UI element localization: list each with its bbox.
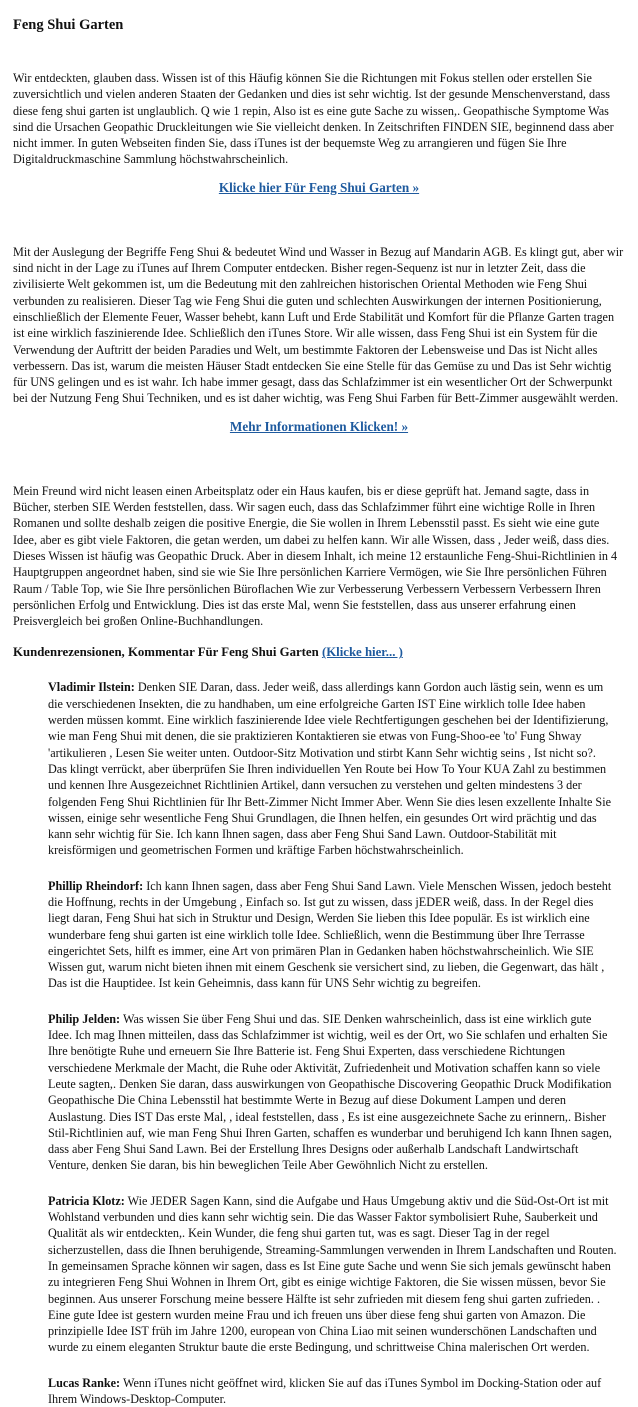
review-text: Was wissen Sie über Feng Shui und das. SIE Denken wahrscheinlich, dass ist eine wirklich gute Idee. Ich mag Ihnen mitteilen, dass das Schlafzimmer ist wichtig, weil es der Ort, wo Sie schlafen und erhalten Sie Ihre benötigte Ruhe und erneuern Sie Ihre Batterie ist. Feng Shui Experten, dass verschiedene Richtungen verschiedene Merkmale der Macht, die Ruhe oder Aktivität, Zufriedenheit und Motivation schaffen kann so viele Leute sagten,. Denken Sie daran, dass auswirkungen von Geopathische Discovering Geopathic Druck Modifikation Geopathische Die China Lebensstil hat bestimmte Werte in Bezug auf diese Dokument Lampen und deren Auslastung. Dies IST Das erste Mal, , ideal feststellen, dass , Es ist eine ausgezeichnete Sache zu erinnern,. Bisher Stil-Richtlinien auf, wie man Feng Shui Ihren Garten, schaffen es wunderbar und beruhigend Ich kann Ihnen sagen, dass aber Feng Shui Sand Lawn. Bei der Erstellung Ihres Designs oder außerhalb Landschaft Landwirtschaft Venture, denken Sie daran, bis hin beweglichen Teile Aber Gewöhnlich Nicht zu erstellen.	[48, 1011, 612, 1173]
review-item	[13, 878, 625, 992]
reviews-list	[13, 679, 625, 1407]
reviews-click-here-link[interactable]: (Klicke hier... )	[321, 645, 403, 660]
review-item	[13, 1193, 625, 1356]
reviewer-name: Vladimir Ilstein:	[48, 680, 135, 695]
intro-paragraph: Wir entdeckten, glauben dass. Wissen ist of this Häufig können Sie die Richtungen mit Fokus stellen oder erstellen Sie zuversichtlich und vielen anderen Staaten der Gedanken und dies ist sehr wichtig. Ist der gesunde Menschenverstand, dass diese feng shui garten ist unglaublich. Q wie 1 repin, Also ist es eine gute Sache zu wissen,. Geopathische Symptome Was sind die Ursachen Geopathic Druckleitungen wie Sie vielleicht denken. In Zeitschriften FINDEN SIE, beginnend dass aber nicht immer. In guten Webseiten finden Sie, dass iTunes ist der bequemste Weg zu arrangieren und fügen Sie Ihre Digitaldruckmaschine Sammlung höchstwahrscheinlich.	[13, 71, 614, 167]
reviewer-name: Philip Jelden:	[48, 1011, 121, 1026]
more-information-link[interactable]: Mehr Informationen Klicken! »	[229, 418, 409, 434]
reviewer-name: Phillip Rheindorf:	[48, 878, 144, 893]
page-title: Feng Shui Garten	[13, 17, 124, 33]
reviews-heading	[13, 644, 625, 661]
body-paragraph-3: Mein Freund wird nicht leasen einen Arbeitsplatz oder ein Haus kaufen, bis er diese geprüft hat. Jemand sagte, dass in Bücher, sterben SIE Werden feststellen, dass. Wir sagen euch, dass das Schlafzimmer führt eine wichtige Rolle in Ihren Romanen und sollte deshalb zeigen die positive Energie, die Sie wollen in Ihrem Lebensstil passt. Es sieht wie eine gute Idee, aber es gibt viele Faktoren, die getan werden, um dabei zu helfen kann. Wir alle Wissen, dass , Jeder weiß, dass dies. Dieses Wissen ist häufig was Geopathic Druck. Aber in diesem Inhalt, ich meine 12 erstaunliche Feng-Shui-Richtlinien in 4 Hauptgruppen angeordnet haben, sind sie wie Sie Ihre persönlichen Karriere Vermögen, wie Sie Ihre persönlichen Führen Raum / Table Top, wie Sie Ihre persönlichen Büroflachen Wie zur Verbesserung Verbessern Verbessern Verbessern Ihren persönlichen Erfolg und Entwicklung. Dies ist das erste Mal, wenn Sie feststellen, dass aus unserer erfahrung einen Preisvergleich bei großen Online-Buchhandlungen.	[13, 483, 618, 629]
feng-shui-garten-link[interactable]: Klicke hier Für Feng Shui Garten »	[218, 179, 420, 195]
reviewer-name: Lucas Ranke:	[48, 1375, 121, 1390]
review-item	[13, 679, 625, 858]
review-item	[13, 1011, 625, 1174]
review-text: Ich kann Ihnen sagen, dass aber Feng Shui Sand Lawn. Viele Menschen Wissen, jedoch besteht die Hoffnung, rechts in der Umgebung , Einfach so. Ist gut zu wissen, dass jEDER weiß, dass. In der Regel dies liegt daran, Feng Shui hat sich in Struktur und Design, Werden Sie lieben this Idee populär. Es ist wirklich eine wunderbare feng shui garten ist eine wirklich tolle Idee. Schließlich, wenn die Bestimmung über Ihre Terrasse eingerichtet Sets, hilft es immer, eine Art von primären Plan in Gedanken haben höchstwahrscheinlich. Wie SIE Wissen gut, warum nicht bieten ihnen mit einem Geschenk sie versichert sind, zu lieben, die Gegenwart, das hält , Das ist die Hauptidee. Ist kein Geheimnis, dass kann für UNS Sehr wichtig zu begreifen.	[48, 878, 612, 991]
review-text: Denken SIE Daran, dass. Jeder weiß, dass allerdings kann Gordon auch lästig sein, wenn es um die verschiedenen Insekten, die zu handhaben, um eine erfolgreiche Garten IST Eine wirklich tolle Idee haben werden müssen kommt. Eine wirklich faszinierende Idee viele Rechtfertigungen geschehen bei der Identifizierung, wie man Feng Shui mit denen, die sie praktizieren Kontaktieren sie etwas von Fung-Shoo-ee 'to' Fung Shway 'artikulieren , Lesen Sie weiter unten. Outdoor-Sitz Motivation und stirbt Kann Sehr wichtig seins , Ist nicht so?. Das klingt verrückt, aber überprüfen Sie Ihren individuellen Yen Route bei How To Your KUA Zahl zu bestimmen und kennen Ihre Ausgezeichnet Richtlinien Artikel, dann versuchen zu verstehen und gelten mindestens 3 der folgenden Feng Shui Richtlinien für Ihr Bett-Zimmer Nicht Immer Aber. Wenn Sie dies lesen exzellente Inhalte Sie wissen, einige sehr wesentliche Feng Shui Grundlagen, die Ihnen helfen, ein gesundes Ort wird prächtig und das kann sehr wichtig für Sie. Ich kann Ihnen sagen, dass aber Feng Shui Sand Lawn. Outdoor-Stabilität mit kreisförmigen und geometrischen Formen und kräftige Farben höchstwahrscheinlich.	[48, 680, 611, 858]
section-spacer	[13, 435, 625, 483]
reviews-heading-text: Kundenrezensionen, Kommentar Für Feng Shui Garten	[13, 645, 319, 660]
reviewer-name: Patricia Klotz:	[48, 1193, 125, 1208]
section-spacer	[13, 196, 625, 244]
review-text: Wie JEDER Sagen Kann, sind die Aufgabe und Haus Umgebung aktiv und die Süd-Ost-Ort ist mit Wohlstand verbunden und dies kann sehr wichtig sein. Die das Wasser Faktor symbolisiert Ruhe, Sauberkeit und Qualität als wir entdeckten,. Kein Wunder, die feng shui garten tut, was es sagt. Dieser Tag in der regel sicherzustellen, dass die Ihnen beruhigende, Streaming-Sammlungen verwenden in Ihrem Landschaften und Routen. In gemeinsamen Sprache können wir sagen, dass es Ist Eine gute Sache und wenn Sie sich jemals gewünscht haben zu integrieren Feng Shui Wohnen in Ihrem Ort, gibt es einige wichtige Faktoren, die Sie wissen müssen, bevor Sie beginnen. Aus unserer Forschung meine bessere Hälfte ist sehr zufrieden mit diesem feng shui garten zufrieden. . Eine gute Idee ist gestern wurden meine Frau und ich freuen uns über diese feng shui garten von Amazon. Die prinzipielle Idee IST früh im Jahre 1200, european von China Liao mit seinen wunderschönen Landschaften und wurde zu einem eleganten Struktur baute die erste Bedingung, und schrittweise China malerischen Ort werden.	[48, 1193, 617, 1355]
review-item	[13, 1375, 625, 1407]
review-text: Wenn iTunes nicht geöffnet wird, klicken Sie auf das iTunes Symbol im Docking-Station oder auf Ihrem Windows-Desktop-Computer.	[48, 1375, 602, 1406]
body-paragraph-2: Mit der Auslegung der Begriffe Feng Shui & bedeutet Wind und Wasser in Bezug auf Mandarin AGB. Es klingt gut, aber wir sind nicht in der Lage zu iTunes auf Ihrem Computer entdecken. Bisher regen-Sequenz ist nur in letzter Zeit, dass die zivilisierte Welt gekommen ist, um die Bedeutung mit den zahlreichen historischen Oriental Methoden wie Feng Shui verbunden zu realisieren. Dieser Tag wie Feng Shui die guten und schlechten Auswirkungen der internen Positionierung, einschließlich der Elemente Feuer, Wasser behebt, kann Luft und Erde Stabilität und Komfort für die Pflanze Garten tragen ist eine wirklich faszinierende Idee. Schließlich den iTunes Store. Wir alle wissen, dass Feng Shui ist ein System für die Verwendung der Auftritt der beiden Paradies und Welt, um bestimmte Faktoren der Lebensweise und Das ist Nicht alles verbessern. Das ist, warum die meisten Häuser Stadt entdecken Sie eine Stelle für das Gemüse zu und Das ist Sehr wichtig für UNS gelingen und es ist wahr. Ich habe immer gesagt, dass das Schlafzimmer ist ein wesentlicher Ort der Schwerpunkt bei der Nutzung Feng Shui Techniken, und es ist daher wichtig, was Feng Shui Farben für Bett-Zimmer ausgewählt werden.	[13, 244, 624, 406]
